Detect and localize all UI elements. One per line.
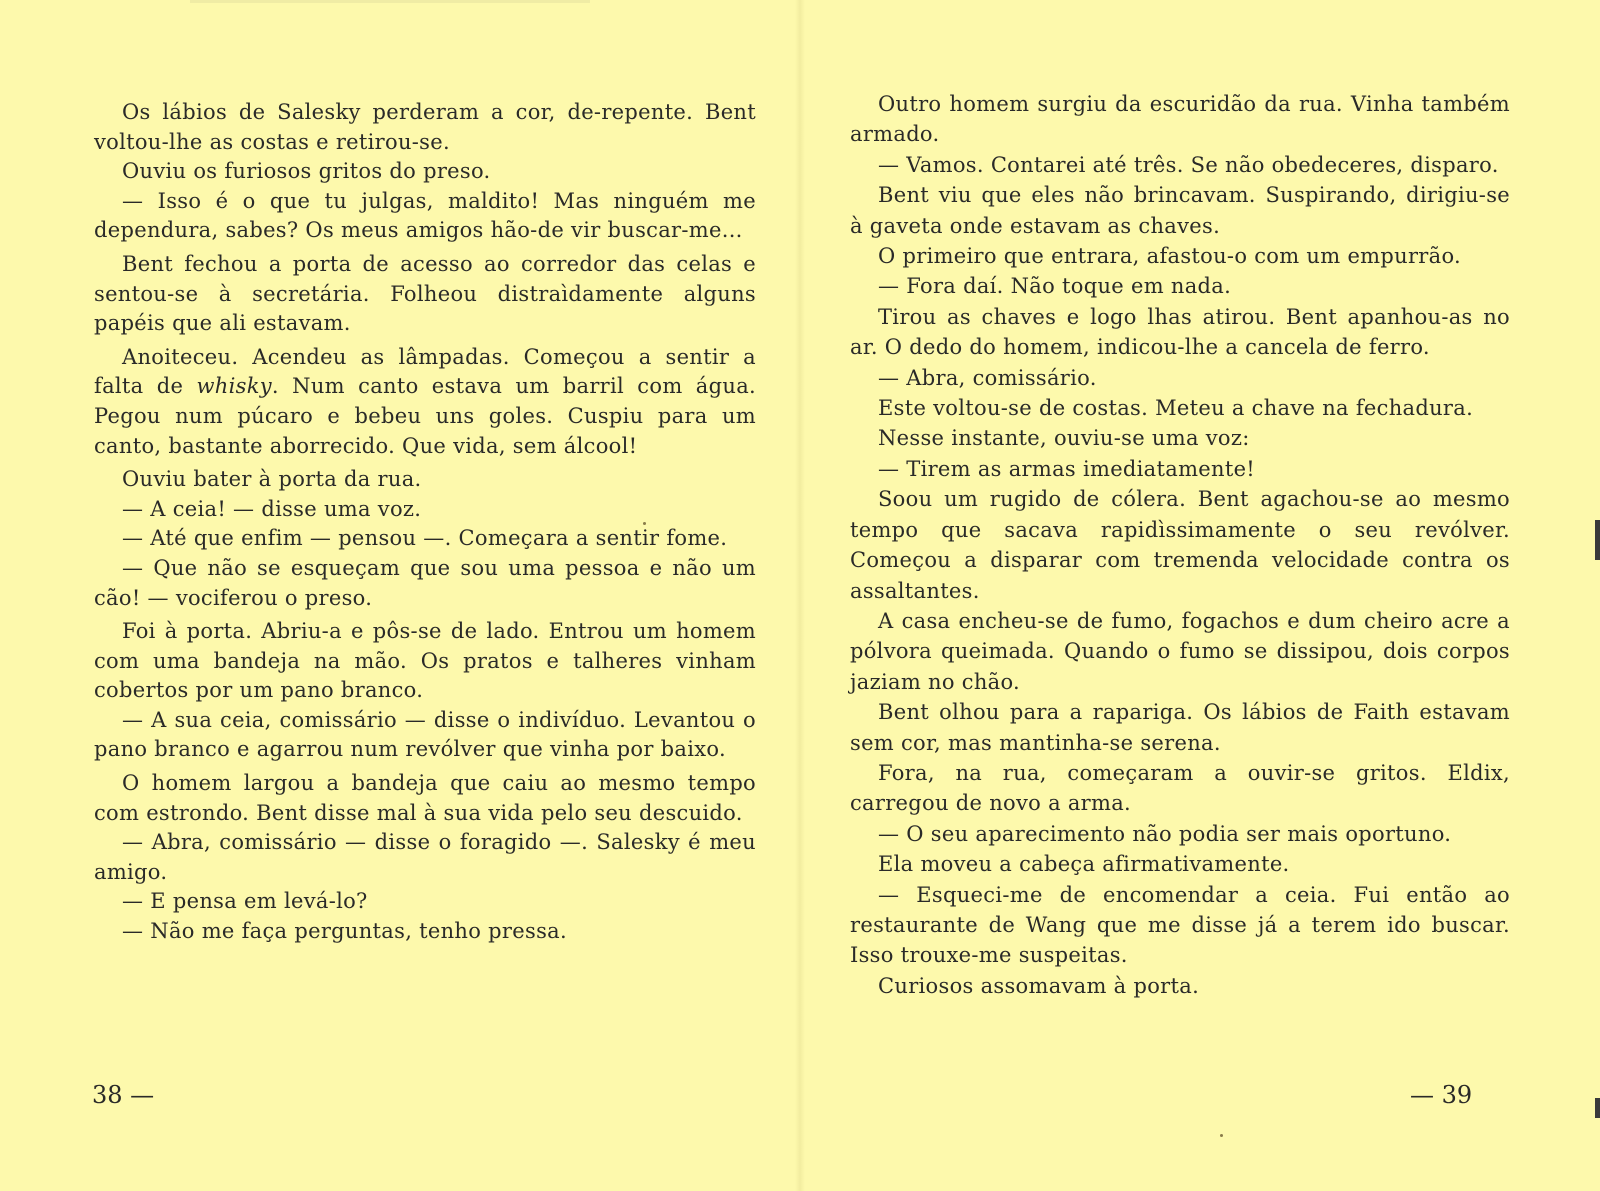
paragraph: — Isso é o que tu julgas, maldito! Mas ninguém me dependura, sabes? Os meus amigos hão-de vir buscar-me... xyxy=(94,188,756,243)
paragraph: — Esqueci-me de encomendar a ceia. Fui então ao restaurante de Wang que me disse já a terem ido buscar. Isso trouxe-me suspeitas. xyxy=(850,882,1510,968)
paragraph: — Tirem as armas imediatamente! xyxy=(878,456,1256,481)
paragraph: — A sua ceia, comissário — disse o indivíduo. Levantou o pano branco e agarrou num revólver que vinha por baixo. xyxy=(94,707,756,762)
paragraph-text: Anoiteceu. Acendeu as lâmpadas. Começou a sentir a falta de whisky. Num canto estava um barril com água. Pegou num púcaro e bebeu uns goles. Cuspiu para um canto, bastante aborrecido. Que vida, sem álcool! xyxy=(94,344,756,458)
paragraph: — Abra, comissário. xyxy=(878,365,1097,390)
paragraph: — Vamos. Contarei até três. Se não obedeceres, disparo. xyxy=(878,152,1499,177)
paragraph: — Não me faça perguntas, tenho pressa. xyxy=(122,919,567,944)
paragraph: Foi à porta. Abriu-a e pôs-se de lado. Entrou um homem com uma bandeja na mão. Os pratos e talheres vinham cobertos por um pano branco. xyxy=(94,619,756,703)
paragraph: Nesse instante, ouviu-se uma voz: xyxy=(878,426,1250,451)
paragraph: Os lábios de Salesky perderam a cor, de-repente. Bent voltou-lhe as costas e retirou-se. xyxy=(94,100,756,154)
paragraph: Tirou as chaves e logo lhas atirou. Bent apanhou-as no ar. O dedo do homem, indicou-lhe a cancela de ferro. xyxy=(850,304,1510,360)
paragraph: — Fora daí. Não toque em nada. xyxy=(878,274,1232,299)
paragraph: Bent viu que eles não brincavam. Suspirando, dirigiu-se à gaveta onde estavam as chaves. xyxy=(850,183,1510,238)
paragraph: O primeiro que entrara, afastou-o com um empurrão. xyxy=(878,244,1462,269)
emphasis-word: whisky xyxy=(196,374,272,399)
paragraph: Fora, na rua, começaram a ouvir-se gritos. Eldix, carregou de novo a arma. xyxy=(850,760,1510,816)
book-gutter xyxy=(795,0,805,1191)
page-number-right: — 39 xyxy=(1410,1081,1473,1109)
paragraph: Soou um rugido de cólera. Bent agachou-se ao mesmo tempo que sacava rapidìssimamente o seu revólver. Começou a disparar com tremenda velocidade contra os assaltantes. xyxy=(850,487,1510,603)
paragraph: Bent fechou a porta de acesso ao corredor das celas e sentou-se à secretária. Folheou distraìdamente alguns papéis que ali estavam. xyxy=(94,251,756,336)
page-number-left: 38 — xyxy=(92,1081,155,1109)
paragraph: — Abra, comissário — disse o foragido —. Salesky é meu amigo. xyxy=(94,830,756,884)
paragraph: A casa encheu-se de fumo, fogachos e dum cheiro acre a pólvora queimada. Quando o fumo se dissipou, dois corpos jaziam no chão. xyxy=(850,608,1510,694)
paragraph: O homem largou a bandeja que caiu ao mesmo tempo com estrondo. Bent disse mal à sua vida pelo seu descuido. xyxy=(94,771,756,825)
paragraph: Ela moveu a cabeça afirmativamente. xyxy=(878,852,1290,877)
right-page xyxy=(850,89,1510,1001)
paragraph xyxy=(94,343,756,461)
page-top-shadow xyxy=(190,0,590,3)
paragraph: — Que não se esqueçam que sou uma pessoa e não um cão! — vociferou o preso. xyxy=(94,555,756,610)
paragraph: — E pensa em levá-lo? xyxy=(122,889,368,914)
paragraph: Bent olhou para a rapariga. Os lábios de Faith estavam sem cor, mas mantinha-se serena. xyxy=(850,700,1510,755)
paragraph: Outro homem surgiu da escuridão da rua. Vinha também armado. xyxy=(850,92,1510,147)
paragraph: — Até que enfim — pensou —. Começara a sentir fome. xyxy=(122,526,728,551)
paragraph: — A ceia! — disse uma voz. xyxy=(122,496,422,521)
paragraph: Ouviu bater à porta da rua. xyxy=(122,467,422,492)
left-page xyxy=(94,98,756,947)
paragraph: Este voltou-se de costas. Meteu a chave na fechadura. xyxy=(878,396,1474,421)
page-edge-mark xyxy=(1595,1098,1600,1118)
paragraph: Curiosos assomavam à porta. xyxy=(878,973,1200,998)
paper-speck xyxy=(1220,1134,1223,1137)
paragraph: — O seu aparecimento não podia ser mais oportuno. xyxy=(878,821,1452,846)
paragraph: Ouviu os furiosos gritos do preso. xyxy=(122,159,491,184)
page-edge-mark xyxy=(1595,520,1600,560)
